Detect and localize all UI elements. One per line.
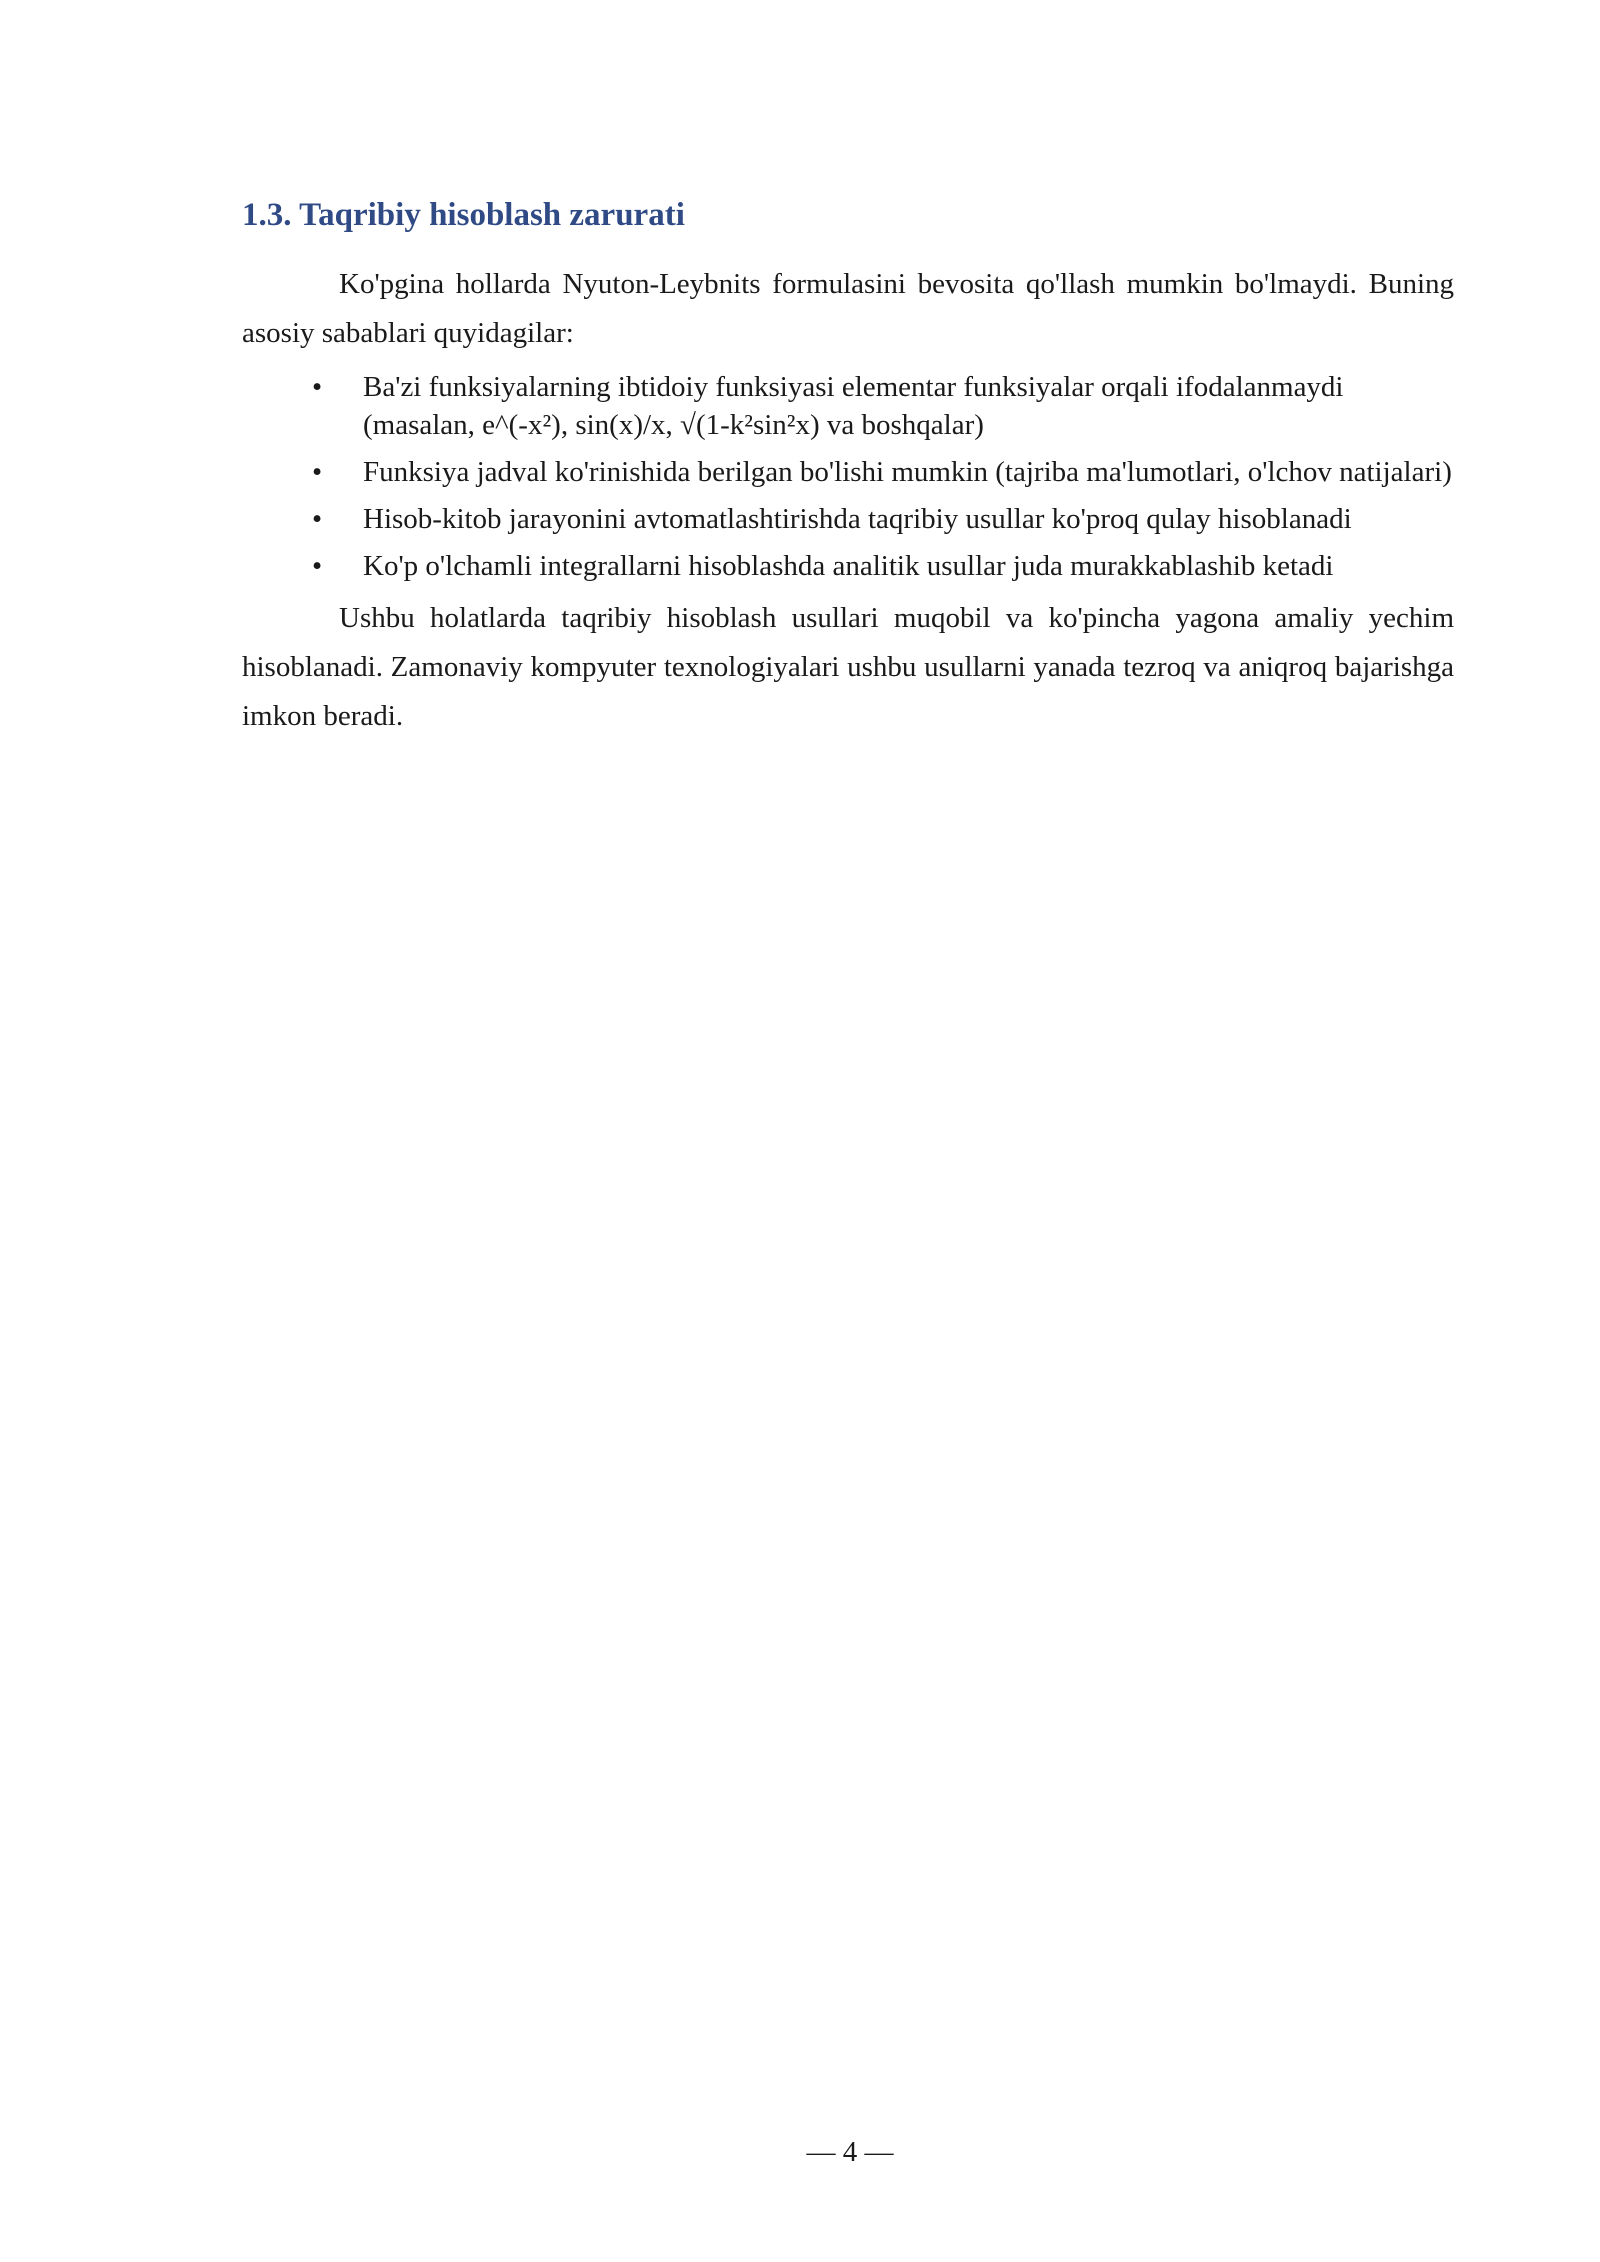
list-item	[242, 368, 1454, 444]
list-item-text: Ko'p o'lchamli integrallarni hisoblashda analitik usullar juda murakkablashib ketadi	[363, 550, 1334, 582]
list-item-text: Hisob-kitob jarayonini avtomatlashtirishda taqribiy usullar ko'proq qulay hisoblanadi	[363, 503, 1352, 535]
conclusion-paragraph: Ushbu holatlarda taqribiy hisoblash usullari muqobil va ko'pincha yagona amaliy yechim hisoblanadi. Zamonaviy kompyuter texnologiyalari ushbu usullarni yanada tezroq va aniqroq bajarishga imkon beradi.	[242, 602, 1454, 732]
list-item	[242, 500, 1454, 538]
bullet-icon: •	[312, 503, 323, 535]
page-content	[242, 190, 1454, 741]
page-number: — 4 —	[806, 2136, 894, 2168]
list-item	[242, 547, 1454, 585]
list-item-text: Ba'zi funksiyalarning ibtidoiy funksiyasi elementar funksiyalar orqali ifodalanmaydi (masalan, e^(-x²), sin(x)/x, √(1-k²sin²x) va boshqalar)	[363, 371, 1344, 441]
bullet-icon: •	[312, 550, 323, 582]
bullet-icon: •	[312, 456, 323, 488]
section-heading: 1.3. Taqribiy hisoblash zarurati	[242, 197, 685, 233]
list-item	[242, 453, 1454, 491]
reasons-list	[242, 368, 1454, 585]
list-item-text: Funksiya jadval ko'rinishida berilgan bo'lishi mumkin (tajriba ma'lumotlari, o'lchov natijalari)	[363, 456, 1452, 488]
intro-paragraph: Ko'pgina hollarda Nyuton-Leybnits formulasini bevosita qo'llash mumkin bo'lmaydi. Buning asosiy sabablari quyidagilar:	[242, 268, 1454, 349]
bullet-icon: •	[312, 371, 323, 403]
